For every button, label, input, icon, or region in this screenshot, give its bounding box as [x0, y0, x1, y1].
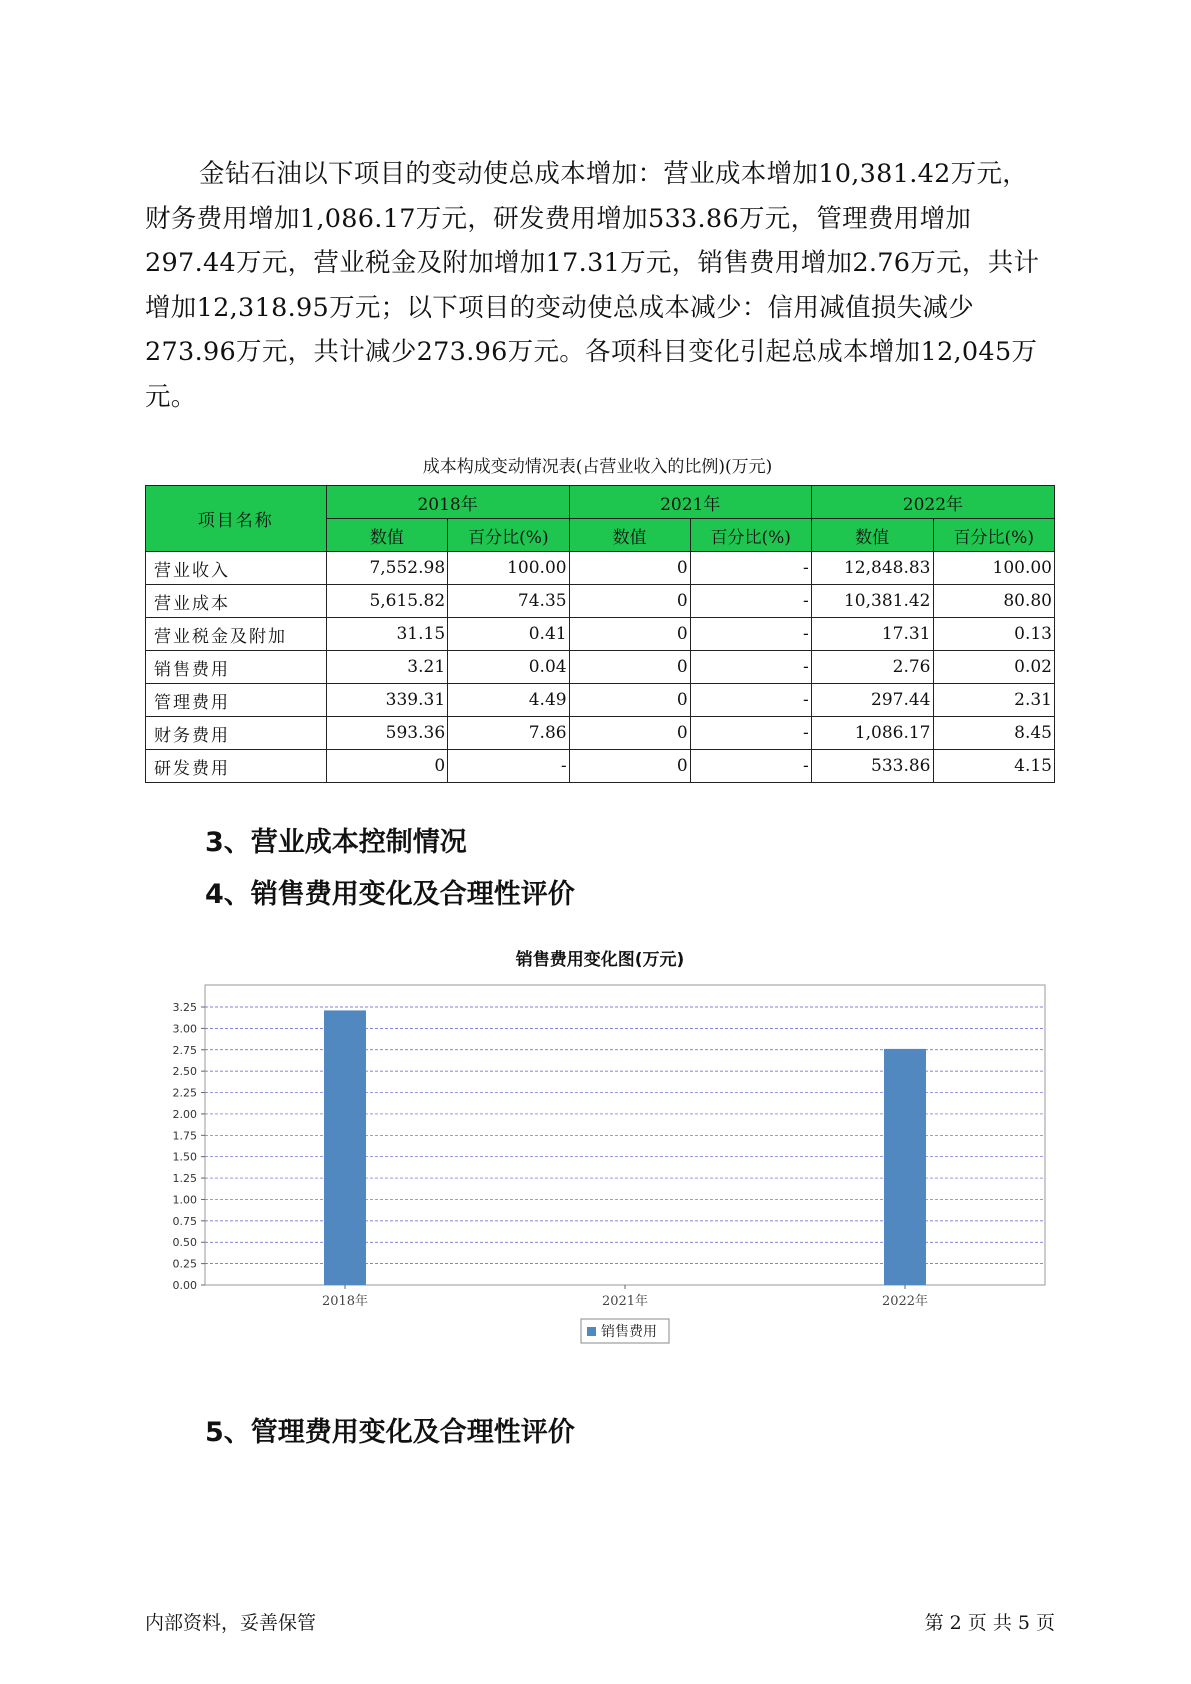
header-value: 数值 [569, 519, 690, 552]
row-percent-cell: - [690, 717, 811, 750]
row-percent-cell: - [448, 750, 569, 783]
header-year-2022: 2022年 [811, 486, 1054, 519]
row-percent-cell: - [690, 585, 811, 618]
row-item-name: 营业税金及附加 [146, 618, 327, 651]
table-row [146, 750, 1055, 783]
table-row [146, 684, 1055, 717]
y-tick-label: 1.50 [172, 1150, 197, 1164]
bar-2018年 [324, 1010, 366, 1285]
x-tick-label: 2022年 [881, 1294, 929, 1309]
row-value-cell: 0 [326, 750, 448, 783]
row-percent-cell: 100.00 [933, 552, 1055, 585]
row-value-cell: 0 [569, 585, 690, 618]
row-value-cell: 5,615.82 [326, 585, 448, 618]
chart-title: 销售费用变化图(万元) [515, 950, 685, 970]
y-tick-label: 1.00 [172, 1193, 197, 1207]
x-tick-label: 2018年 [321, 1294, 369, 1309]
cost-structure-table [145, 485, 1055, 783]
section-heading-5: 5、管理费用变化及合理性评价 [205, 1417, 575, 1448]
row-value-cell: 339.31 [326, 684, 448, 717]
section-heading-3: 3、营业成本控制情况 [205, 827, 467, 858]
y-tick-label: 3.25 [172, 1001, 197, 1014]
row-percent-cell: 2.31 [933, 684, 1055, 717]
y-tick-label: 1.25 [172, 1172, 197, 1186]
table-header-row [146, 486, 1055, 519]
row-item-name: 财务费用 [146, 717, 327, 750]
row-percent-cell: - [690, 684, 811, 717]
row-value-cell: 17.31 [811, 618, 933, 651]
y-tick-label: 0.50 [172, 1236, 197, 1250]
row-percent-cell: 100.00 [448, 552, 569, 585]
row-item-name: 管理费用 [146, 684, 327, 717]
row-value-cell: 12,848.83 [811, 552, 933, 585]
row-value-cell: 0 [569, 618, 690, 651]
row-percent-cell: 0.41 [448, 618, 569, 651]
bar-2022年 [884, 1049, 926, 1285]
header-item-name: 项目名称 [146, 486, 327, 552]
y-tick-label: 0.75 [172, 1214, 197, 1228]
x-tick-label: 2021年 [601, 1294, 649, 1309]
row-percent-cell: - [690, 750, 811, 783]
row-item-name: 营业成本 [146, 585, 327, 618]
row-value-cell: 2.76 [811, 651, 933, 684]
row-percent-cell: 0.04 [448, 651, 569, 684]
table-row [146, 552, 1055, 585]
row-value-cell: 31.15 [326, 618, 448, 651]
row-value-cell: 7,552.98 [326, 552, 448, 585]
row-percent-cell: 80.80 [933, 585, 1055, 618]
row-value-cell: 0 [569, 651, 690, 684]
table-row [146, 585, 1055, 618]
row-percent-cell: 7.86 [448, 717, 569, 750]
sales-expense-bar-chart [145, 975, 1055, 1395]
footer-page-number: 第 2 页 共 5 页 [924, 1612, 1055, 1634]
row-percent-cell: - [690, 552, 811, 585]
row-percent-cell: - [690, 618, 811, 651]
header-percent: 百分比(%) [933, 519, 1055, 552]
y-tick-label: 2.50 [172, 1065, 197, 1079]
header-year-2018: 2018年 [326, 486, 569, 519]
y-tick-label: 2.75 [172, 1043, 197, 1057]
table-row [146, 651, 1055, 684]
header-percent: 百分比(%) [448, 519, 569, 552]
row-item-name: 研发费用 [146, 750, 327, 783]
row-percent-cell: 0.02 [933, 651, 1055, 684]
row-value-cell: 593.36 [326, 717, 448, 750]
row-value-cell: 0 [569, 684, 690, 717]
header-value: 数值 [326, 519, 448, 552]
header-percent: 百分比(%) [690, 519, 811, 552]
row-value-cell: 533.86 [811, 750, 933, 783]
row-percent-cell: 74.35 [448, 585, 569, 618]
legend-label: 销售费用 [601, 1324, 657, 1340]
table-row [146, 618, 1055, 651]
row-value-cell: 3.21 [326, 651, 448, 684]
analysis-paragraph: 金钻石油以下项目的变动使总成本增加：营业成本增加10,381.42万元，财务费用增加1,086.17万元，研发费用增加533.86万元，管理费用增加297.44万元，营业税金及附加增加17.31万元，销售费用增加2.76万元，共计增加12,318.95万元；以下项目的变动使总成本减少：信用减值损失减少273.96万元，共计减少273.96万元。各项科目变化引起总成本增加12,045万元。 [145, 159, 1040, 412]
row-value-cell: 0 [569, 750, 690, 783]
y-tick-label: 3.00 [172, 1022, 197, 1036]
row-value-cell: 0 [569, 717, 690, 750]
row-percent-cell: 4.15 [933, 750, 1055, 783]
header-value: 数值 [811, 519, 933, 552]
row-item-name: 销售费用 [146, 651, 327, 684]
footer-confidential-note: 内部资料，妥善保管 [145, 1612, 317, 1634]
header-year-2021: 2021年 [569, 486, 811, 519]
row-percent-cell: 0.13 [933, 618, 1055, 651]
y-tick-label: 0.25 [172, 1257, 197, 1271]
y-tick-label: 2.00 [172, 1107, 197, 1121]
y-tick-label: 0.00 [172, 1279, 197, 1292]
row-item-name: 营业收入 [146, 552, 327, 585]
row-value-cell: 1,086.17 [811, 717, 933, 750]
row-percent-cell: - [690, 651, 811, 684]
row-value-cell: 10,381.42 [811, 585, 933, 618]
table-row [146, 717, 1055, 750]
y-tick-label: 1.75 [172, 1129, 197, 1143]
row-percent-cell: 8.45 [933, 717, 1055, 750]
legend-swatch [587, 1327, 596, 1336]
section-heading-4: 4、销售费用变化及合理性评价 [205, 879, 575, 910]
y-tick-label: 2.25 [172, 1086, 197, 1100]
row-value-cell: 297.44 [811, 684, 933, 717]
table-caption: 成本构成变动情况表(占营业收入的比例)(万元) [422, 457, 773, 477]
row-value-cell: 0 [569, 552, 690, 585]
row-percent-cell: 4.49 [448, 684, 569, 717]
